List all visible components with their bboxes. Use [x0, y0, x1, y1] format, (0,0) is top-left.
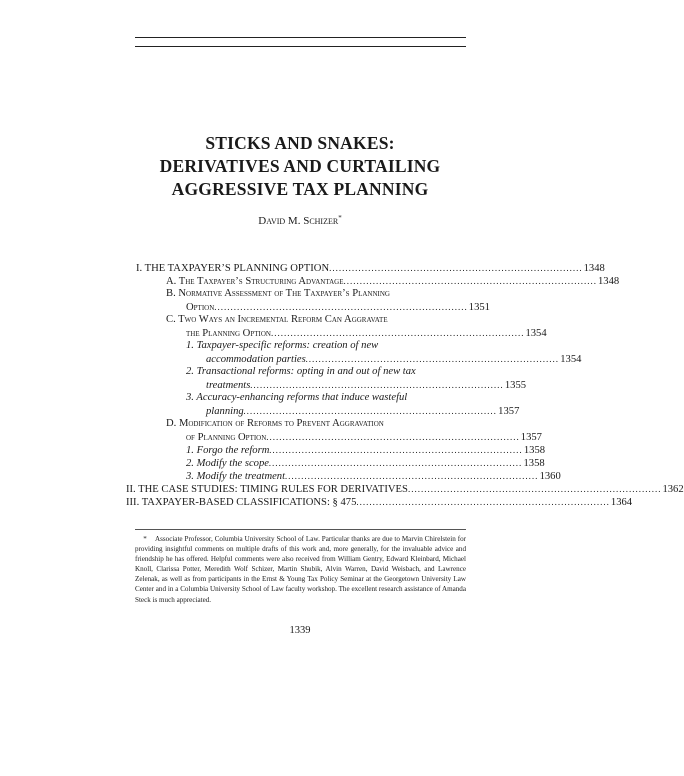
toc-entry-c1-cont: accommodation parties .............................................................................. 1354 [206, 354, 582, 365]
author-byline [150, 214, 450, 227]
footnote-mark: * [143, 535, 147, 543]
title-line-2: DERIVATIVES AND CURTAILING [159, 156, 441, 176]
toc-entry-part-1: I. THE TAXPAYER’S PLANNING OPTION .............................................................................. 1348 [136, 263, 605, 274]
title-line-1: STICKS AND SNAKES: [205, 133, 395, 153]
author-footnote-mark: * [338, 214, 342, 222]
toc-entry-section-b: B. Normative Assessment of The Taxpayer’s Planning [166, 288, 390, 299]
header-rule-second [135, 46, 466, 47]
toc-entry-c2-cont: treatments .............................................................................. 1355 [206, 380, 527, 391]
toc-entry-c3: 3. Accuracy-enhancing reforms that induce wasteful [186, 392, 408, 403]
toc-entry-part-3: III. TAXPAYER-BASED CLASSIFICATIONS: § 475 .............................................................................. 1364 [126, 497, 633, 508]
toc-entry-d3: 3. Modify the treatment .............................................................................. 1360 [186, 471, 561, 482]
toc-entry-c3-cont: planning .............................................................................. 1357 [206, 406, 520, 417]
toc-entry-section-c: C. Two Ways an Incremental Reform Can Aggravate [166, 314, 388, 325]
toc-entry-section-a: A. The Taxpayer’s Structuring Advantage .............................................................................. 1348 [166, 276, 620, 287]
toc-entry-c2: 2. Transactional reforms: opting in and out of new tax [186, 366, 416, 377]
author-name: David M. Schizer [258, 215, 339, 227]
toc-entry-section-d-cont: of Planning Option .............................................................................. 1357 [186, 432, 542, 443]
toc-entry-d2: 2. Modify the scope .............................................................................. 1358 [186, 458, 545, 469]
title-line-3: AGGRESSIVE TAX PLANNING [171, 179, 429, 199]
footnote-separator [135, 529, 466, 530]
toc-entry-section-b-cont: Option .............................................................................. 1351 [186, 302, 490, 313]
toc-entry-part-2: II. THE CASE STUDIES: TIMING RULES FOR DERIVATIVES .............................................................................. 1362 [126, 484, 684, 495]
header-rule-top [135, 37, 466, 38]
toc-entry-c1: 1. Taxpayer-specific reforms: creation of new [186, 340, 379, 351]
author-footnote [135, 534, 466, 605]
article-title [120, 132, 480, 201]
toc-entry-section-d: D. Modification of Reforms to Prevent Aggravation [166, 418, 384, 429]
toc-entry-d1: 1. Forgo the reform .............................................................................. 1358 [186, 445, 546, 456]
page-number: 1339 [289, 625, 311, 636]
footnote-text: Associate Professor, Columbia University School of Law. Particular thanks are due to Marvin Chirelstein for providing insightful comments on multiple drafts of this work and, more generally, for the invaluable advice and friendship he has offered. Helpful comments were also received from William Gentry, Edward Kleinbard, Michael Knoll, Clarissa Potter, Meredith Wolf Schizer, Martin Shubik, Alvin Warren, David Weisbach, and Lawrence Zelenak, as well as from participants in the Ernst & Young Tax Policy Seminar at the Georgetown University Law Center and in a Columbia University School of Law faculty workshop. The excellent research assistance of Amanda Steck is much appreciated. [135, 535, 466, 604]
toc-entry-section-c-cont: the Planning Option .............................................................................. 1354 [186, 328, 547, 339]
